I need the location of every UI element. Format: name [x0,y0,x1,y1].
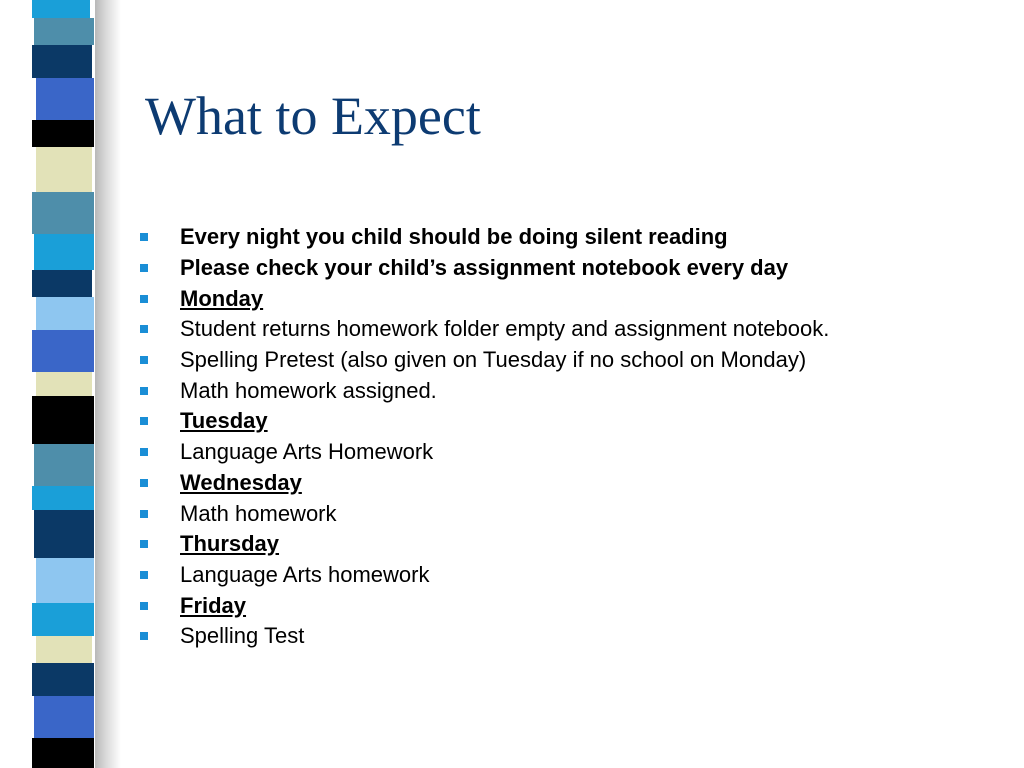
square-bullet-icon [140,325,148,333]
bullet-item [140,253,829,284]
decorative-stripe [34,234,94,270]
square-bullet-icon [140,356,148,364]
decorative-stripe [32,330,94,372]
decorative-stripe [36,147,92,192]
decorative-stripe [32,120,94,147]
decorative-stripe-column [32,0,98,768]
bullet-item [140,468,829,499]
bullet-item [140,222,829,253]
decorative-stripe [36,636,92,663]
bullet-text: Spelling Pretest (also given on Tuesday if no school on Monday) [180,347,807,373]
bullet-text: Math homework assigned. [180,377,437,403]
bullet-item [140,529,829,560]
bullet-text: Monday [180,285,264,311]
decorative-stripe [36,297,94,330]
square-bullet-icon [140,540,148,548]
decorative-stripe [34,510,94,558]
bullet-list [140,222,829,652]
square-bullet-icon [140,632,148,640]
bullet-text: Spelling Test [180,623,305,649]
decorative-stripe [32,663,94,696]
decorative-stripe [32,192,94,234]
slide-title: What to Expect [145,86,481,146]
bullet-item [140,621,829,652]
bullet-text: Language Arts homework [180,561,430,587]
decorative-stripe [36,372,92,396]
bullet-text: Math homework [180,500,337,526]
decorative-stripe [36,558,94,603]
bullet-text: Friday [180,592,247,618]
square-bullet-icon [140,233,148,241]
bullet-item [140,314,829,345]
decorative-stripe [36,78,94,120]
bullet-item [140,283,829,314]
square-bullet-icon [140,602,148,610]
decorative-stripe [32,270,92,297]
bullet-item [140,345,829,376]
decorative-stripe [32,738,94,768]
bullet-item [140,498,829,529]
square-bullet-icon [140,387,148,395]
decorative-stripe [34,696,94,738]
decorative-stripe [32,396,94,444]
bullet-text: Please check your child’s assignment notebook every day [180,255,789,281]
square-bullet-icon [140,295,148,303]
bullet-item [140,375,829,406]
decorative-shadow-band [95,0,121,768]
square-bullet-icon [140,571,148,579]
decorative-stripe [34,18,94,45]
square-bullet-icon [140,510,148,518]
bullet-item [140,560,829,591]
decorative-stripe [32,0,90,18]
decorative-stripe [32,486,94,510]
bullet-text: Wednesday [180,469,302,495]
bullet-text: Language Arts Homework [180,439,434,465]
decorative-stripe [32,603,94,636]
square-bullet-icon [140,417,148,425]
bullet-text: Every night you child should be doing silent reading [180,224,728,250]
decorative-stripe [32,45,92,78]
decorative-stripe [34,444,94,486]
bullet-text: Student returns homework folder empty and assignment notebook. [180,316,830,342]
bullet-item [140,406,829,437]
square-bullet-icon [140,448,148,456]
bullet-text: Tuesday [180,408,268,434]
square-bullet-icon [140,264,148,272]
bullet-item [140,437,829,468]
bullet-text: Thursday [180,531,280,557]
bullet-item [140,590,829,621]
square-bullet-icon [140,479,148,487]
